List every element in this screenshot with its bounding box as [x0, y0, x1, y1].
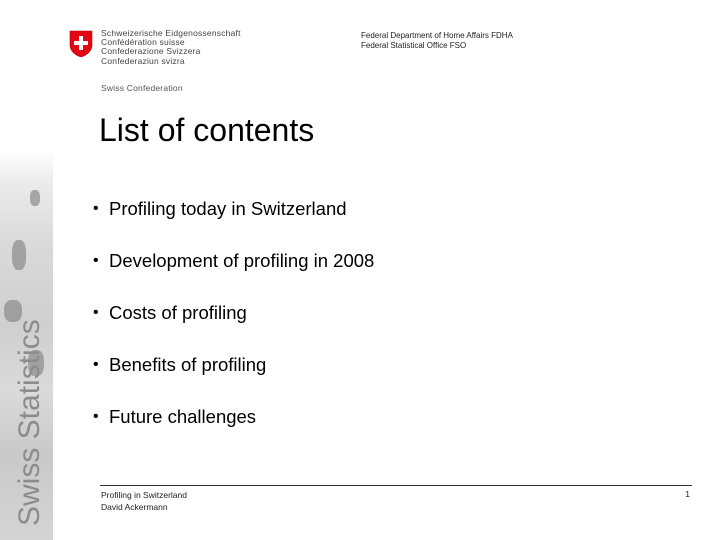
list-item	[93, 406, 374, 458]
list-item-text: Future challenges	[109, 406, 257, 427]
footer-author: David Ackermann	[101, 502, 168, 512]
department-block	[361, 31, 513, 51]
bullet-icon: •	[93, 356, 99, 373]
crowd-figure	[12, 240, 26, 270]
list-item	[93, 250, 374, 302]
confederation-name-rm: Confederaziun svizra	[101, 55, 185, 66]
swiss-crest-icon	[69, 30, 93, 58]
list-item-text: Costs of profiling	[109, 302, 247, 323]
crowd-figure	[30, 190, 40, 206]
contents-list	[93, 198, 374, 458]
svg-text:Swiss Statistics: Swiss Statistics	[13, 319, 46, 526]
bullet-icon: •	[93, 252, 99, 269]
footer-info	[101, 489, 187, 513]
bullet-icon: •	[93, 408, 99, 425]
confederation-name-en: Swiss Confederation	[101, 83, 183, 93]
confederation-name-it: Confederazione Svizzera	[101, 46, 201, 57]
footer-divider	[100, 485, 692, 486]
confederation-names	[101, 29, 241, 66]
swiss-statistics-brand	[0, 290, 57, 530]
department-name: Federal Department of Home Affairs FDHA	[361, 31, 513, 40]
list-item-text: Development of profiling in 2008	[109, 250, 375, 271]
bullet-icon: •	[93, 200, 99, 217]
slide-title: List of contents	[99, 112, 315, 148]
confederation-name-fr: Confédération suisse	[101, 37, 185, 48]
list-item	[93, 302, 374, 354]
swiss-statistics-photo-strip	[0, 150, 53, 540]
list-item	[93, 354, 374, 406]
office-name: Federal Statistical Office FSO	[361, 41, 467, 50]
list-item-text: Benefits of profiling	[109, 354, 267, 375]
confederation-name-de: Schweizerische Eidgenossenschaft	[101, 28, 241, 38]
list-item	[93, 198, 374, 250]
bullet-icon: •	[93, 304, 99, 321]
page-number: 1	[685, 489, 690, 499]
footer-topic: Profiling in Switzerland	[101, 490, 187, 500]
list-item-text: Profiling today in Switzerland	[109, 198, 347, 219]
